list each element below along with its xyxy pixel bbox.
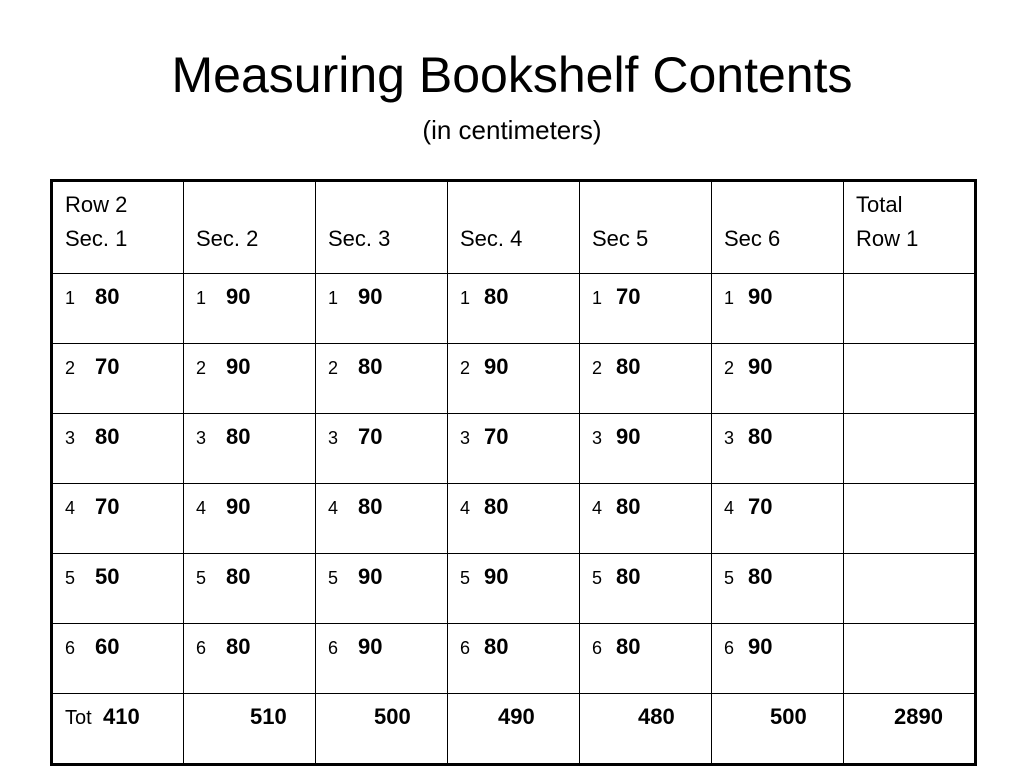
header-total-label: Total	[856, 192, 903, 217]
cell-value: 80	[484, 494, 509, 519]
header-cell-sec4	[448, 181, 580, 274]
table-cell	[184, 554, 316, 624]
row-index: 3	[65, 428, 76, 448]
table-cell	[580, 484, 712, 554]
header-row1-label: Row 1	[856, 226, 919, 251]
cell-value: 90	[358, 284, 383, 309]
table-cell	[580, 274, 712, 344]
row-index: 6	[592, 638, 603, 658]
row-index: 3	[328, 428, 339, 448]
table-cell	[184, 274, 316, 344]
cell-value: 90	[748, 634, 773, 659]
table-cell	[580, 554, 712, 624]
table-cell	[580, 414, 712, 484]
row-index: 1	[460, 288, 471, 308]
total-value: 2890	[894, 704, 943, 729]
header-sec2-label: Sec. 2	[196, 226, 259, 251]
cell-value: 80	[358, 494, 383, 519]
row-index: 2	[460, 358, 471, 378]
cell-value: 80	[484, 284, 509, 309]
header-sec5-label: Sec 5	[592, 226, 649, 251]
table-row	[52, 274, 976, 344]
row-index: 1	[724, 288, 735, 308]
cell-value: 90	[226, 494, 251, 519]
row-index: 3	[724, 428, 735, 448]
row-index: 2	[724, 358, 735, 378]
row-index: 2	[196, 358, 207, 378]
table-cell	[52, 484, 184, 554]
cell-value: 70	[616, 284, 641, 309]
table-row	[52, 414, 976, 484]
total-cell	[580, 694, 712, 765]
total-cell	[316, 694, 448, 765]
cell-value: 90	[358, 634, 383, 659]
table-cell	[52, 624, 184, 694]
cell-value: 90	[226, 284, 251, 309]
table-cell	[52, 274, 184, 344]
table-cell	[580, 624, 712, 694]
table-cell	[184, 624, 316, 694]
cell-value: 70	[484, 424, 509, 449]
row-index: 1	[592, 288, 603, 308]
total-cell	[844, 694, 976, 765]
total-cell-empty	[844, 484, 976, 554]
table-cell	[712, 274, 844, 344]
header-row	[52, 181, 976, 274]
row-index: 4	[460, 498, 471, 518]
row-index: 5	[196, 568, 207, 588]
total-cell	[448, 694, 580, 765]
row-index: 4	[196, 498, 207, 518]
row-index: 6	[724, 638, 735, 658]
cell-value: 80	[95, 284, 120, 309]
total-cell	[52, 694, 184, 765]
row-index: 1	[196, 288, 207, 308]
table-cell	[316, 554, 448, 624]
row-index: 5	[592, 568, 603, 588]
header-cell-sec3	[316, 181, 448, 274]
table-row	[52, 344, 976, 414]
table-cell	[184, 414, 316, 484]
row-index: 4	[65, 498, 76, 518]
row-index: 3	[592, 428, 603, 448]
row-index: 5	[724, 568, 735, 588]
table-cell	[52, 414, 184, 484]
table-cell	[316, 414, 448, 484]
row-index: 6	[328, 638, 339, 658]
row-index: 4	[592, 498, 603, 518]
table-cell	[712, 554, 844, 624]
bookshelf-table	[50, 179, 977, 766]
page-title: Measuring Bookshelf Contents	[171, 47, 853, 103]
total-cell-empty	[844, 554, 976, 624]
total-cell-empty	[844, 414, 976, 484]
cell-value: 90	[484, 564, 509, 589]
cell-value: 80	[226, 424, 251, 449]
cell-value: 90	[748, 354, 773, 379]
cell-value: 70	[95, 354, 120, 379]
table-cell	[712, 344, 844, 414]
cell-value: 90	[748, 284, 773, 309]
row-index: 5	[65, 568, 76, 588]
header-row2-label: Row 2	[65, 192, 128, 217]
table-row	[52, 554, 976, 624]
row-index: 6	[460, 638, 471, 658]
table-cell	[448, 344, 580, 414]
total-cell-empty	[844, 274, 976, 344]
table-cell	[448, 554, 580, 624]
cell-value: 80	[226, 564, 251, 589]
row-index: 2	[65, 358, 76, 378]
table-cell	[184, 484, 316, 554]
header-sec6-label: Sec 6	[724, 226, 781, 251]
row-index: 6	[65, 638, 76, 658]
cell-value: 70	[358, 424, 383, 449]
table-cell	[580, 344, 712, 414]
header-cell-total	[844, 181, 976, 274]
header-sec4-label: Sec. 4	[460, 226, 523, 251]
page-subtitle: (in centimeters)	[422, 115, 602, 145]
table-cell	[712, 484, 844, 554]
header-sec3-label: Sec. 3	[328, 226, 391, 251]
cell-value: 90	[616, 424, 641, 449]
cell-value: 70	[748, 494, 773, 519]
total-value: 480	[638, 704, 675, 729]
cell-value: 80	[616, 634, 641, 659]
total-cell	[712, 694, 844, 765]
row-index: 4	[328, 498, 339, 518]
table-cell	[448, 414, 580, 484]
cell-value: 80	[616, 354, 641, 379]
cell-value: 80	[616, 564, 641, 589]
cell-value: 90	[358, 564, 383, 589]
table-row	[52, 624, 976, 694]
total-cell	[184, 694, 316, 765]
total-value: 500	[374, 704, 411, 729]
header-cell-sec6	[712, 181, 844, 274]
table-cell	[316, 344, 448, 414]
header-cell-sec1	[52, 181, 184, 274]
table-cell	[448, 484, 580, 554]
total-value: 490	[498, 704, 535, 729]
totals-row	[52, 694, 976, 765]
cell-value: 50	[95, 564, 120, 589]
table-cell	[448, 624, 580, 694]
table-cell	[448, 274, 580, 344]
table-cell	[184, 344, 316, 414]
total-cell-empty	[844, 624, 976, 694]
totals-label: Tot	[65, 707, 92, 729]
cell-value: 60	[95, 634, 120, 659]
table-cell	[52, 344, 184, 414]
cell-value: 80	[95, 424, 120, 449]
cell-value: 80	[616, 494, 641, 519]
cell-value: 80	[748, 564, 773, 589]
table-cell	[316, 624, 448, 694]
header-sec1-label: Sec. 1	[65, 226, 128, 251]
total-cell-empty	[844, 344, 976, 414]
total-value: 500	[770, 704, 807, 729]
cell-value: 70	[95, 494, 120, 519]
cell-value: 80	[748, 424, 773, 449]
row-index: 1	[328, 288, 339, 308]
table-cell	[712, 624, 844, 694]
table-cell	[712, 414, 844, 484]
header-cell-sec5	[580, 181, 712, 274]
cell-value: 80	[226, 634, 251, 659]
table-cell	[316, 484, 448, 554]
row-index: 6	[196, 638, 207, 658]
total-value: 410	[103, 704, 140, 729]
table-row	[52, 484, 976, 554]
row-index: 2	[328, 358, 339, 378]
row-index: 4	[724, 498, 735, 518]
table-cell	[316, 274, 448, 344]
row-index: 2	[592, 358, 603, 378]
cell-value: 80	[484, 634, 509, 659]
row-index: 1	[65, 288, 76, 308]
row-index: 3	[196, 428, 207, 448]
row-index: 5	[328, 568, 339, 588]
header-cell-sec2	[184, 181, 316, 274]
total-value: 510	[250, 704, 287, 729]
cell-value: 90	[484, 354, 509, 379]
cell-value: 80	[358, 354, 383, 379]
table-cell	[52, 554, 184, 624]
row-index: 3	[460, 428, 471, 448]
row-index: 5	[460, 568, 471, 588]
cell-value: 90	[226, 354, 251, 379]
